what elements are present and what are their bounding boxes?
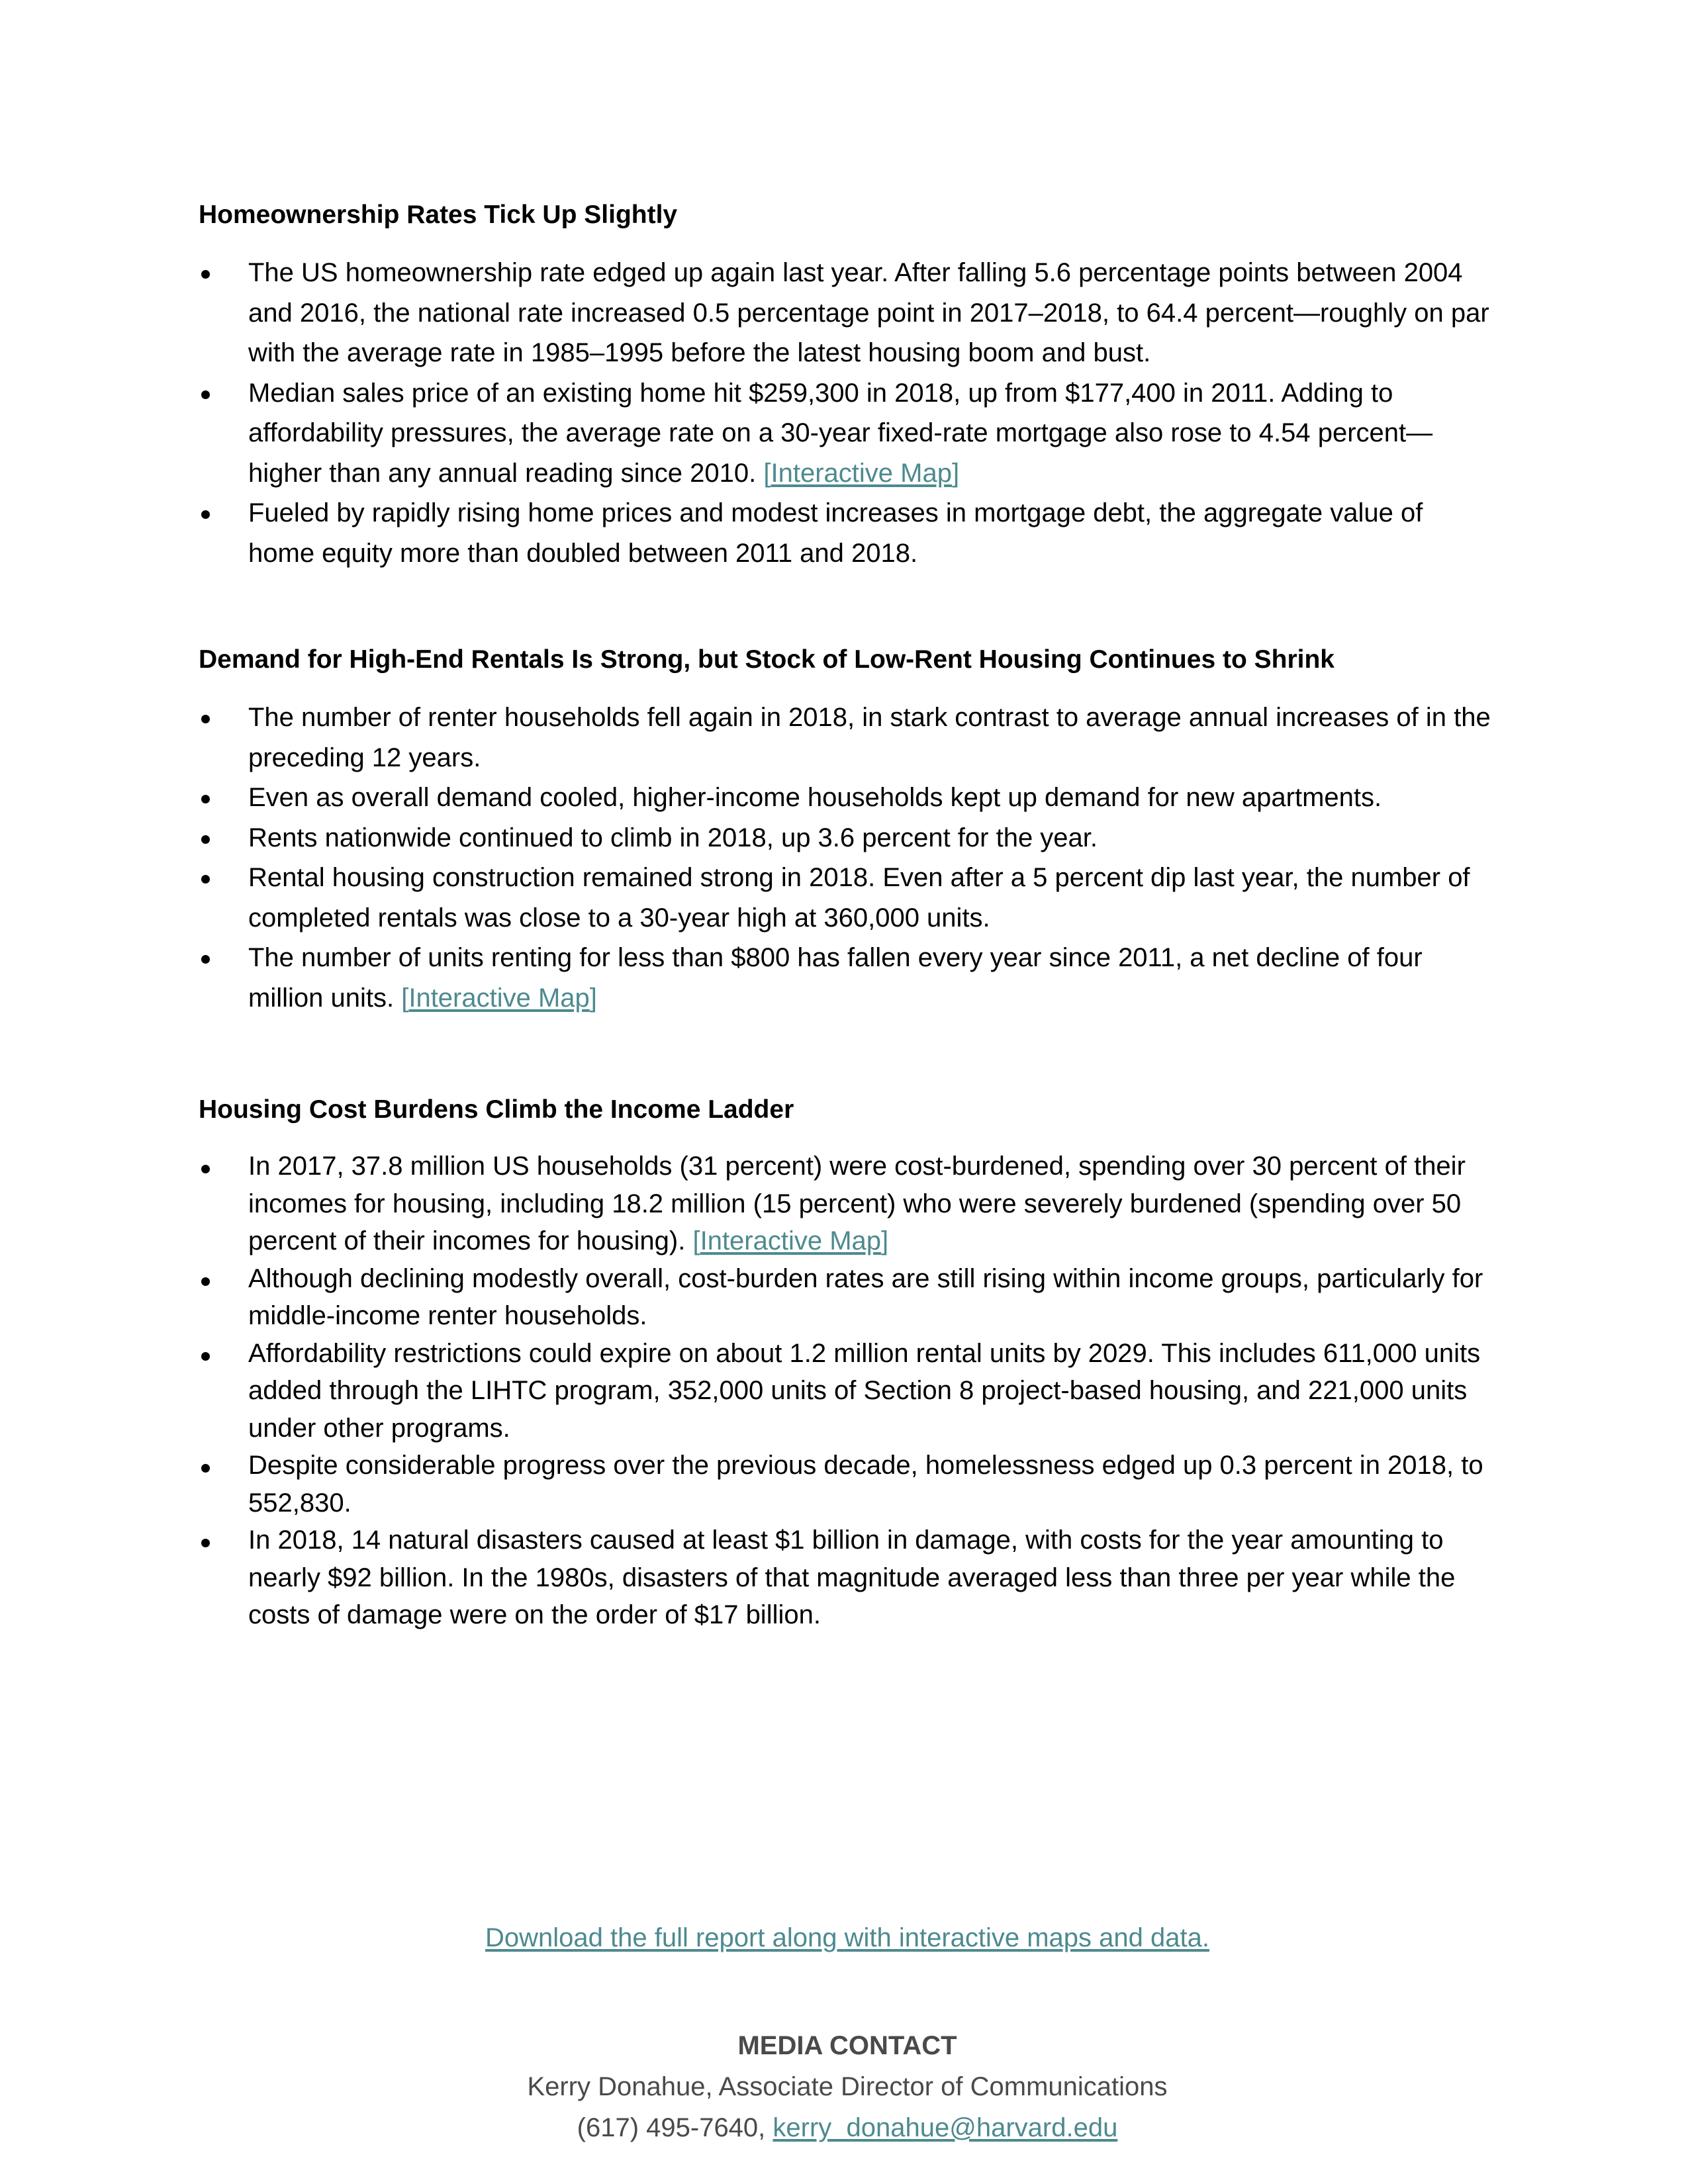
list-item <box>199 1148 1496 1260</box>
bullet-dot-icon <box>201 1539 210 1547</box>
bullet-dot-icon <box>201 795 210 803</box>
bullet-text: In 2018, 14 natural disasters caused at least $1 billion in damage, with costs for the year amounting to nearly $92 billion. In the 1980s, disasters of that magnitude averaged less than three per year while the costs of damage were on the order of $17 billion. <box>248 1525 1456 1629</box>
bullet-text: Affordability restrictions could expire on about 1.2 million rental units by 2029. This includes 611,000 units added through the LIHTC program, 352,000 units of Section 8 project-based housing, and 221,000 units under other programs. <box>248 1338 1481 1443</box>
section-heading: Housing Cost Burdens Climb the Income Ladder <box>199 1095 794 1124</box>
bullet-text: In 2017, 37.8 million US households (31 percent) were cost-burdened, spending over 30 percent of their incomes for housing, including 18.2 million (15 percent) who were severely burdened (spending over 50 percent of their incomes for housing). <box>248 1152 1466 1255</box>
media-contact-email-link[interactable]: kerry_donahue@harvard.edu <box>773 2113 1118 2142</box>
bullet-text: Fueled by rapidly rising home prices and modest increases in mortgage debt, the aggregate value of home equity more than doubled between 2011 and 2018. <box>248 498 1423 568</box>
list-item <box>199 253 1496 373</box>
list-item <box>199 1447 1496 1522</box>
bullet-list <box>199 1148 1496 1634</box>
list-item <box>199 938 1496 1018</box>
section-cost-burdens <box>199 1093 1496 1634</box>
bullet-text: Median sales price of an existing home hit $259,300 in 2018, up from $177,400 in 2011. Adding to affordability pressures, the average rate on a 30-year fixed-rate mortgage also rose to 4.54 percent—higher than any annual reading since 2010. <box>248 378 1433 488</box>
bullet-text: Rents nationwide continued to climb in 2018, up 3.6 percent for the year. <box>248 823 1098 852</box>
bullet-text: Despite considerable progress over the previous decade, homelessness edged up 0.3 percent in 2018, to 552,830. <box>248 1451 1483 1518</box>
bullet-dot-icon <box>201 1464 210 1473</box>
list-item <box>199 493 1496 573</box>
bullet-text: Although declining modestly overall, cost-burden rates are still rising within income groups, particularly for middle-income renter households. <box>248 1263 1483 1330</box>
interactive-map-link[interactable]: Interactive Map <box>408 983 590 1013</box>
bullet-text: The US homeownership rate edged up again last year. After falling 5.6 percentage points between 2004 and 2016, the national rate increased 0.5 percentage point in 2017–2018, to 64.4 percent—roughly on par with the average rate in 1985–1995 before the latest housing boom and bust. <box>248 258 1489 367</box>
section-rentals <box>199 643 1496 1018</box>
link-bracket: ] <box>951 458 960 488</box>
list-item <box>199 1260 1496 1335</box>
list-item <box>199 373 1496 494</box>
media-contact-name: Kerry Donahue, Associate Director of Communications <box>527 2072 1168 2101</box>
list-item <box>199 1335 1496 1447</box>
download-report-link[interactable]: Download the full report along with interactive maps and data. <box>485 1923 1209 1952</box>
list-item <box>199 818 1496 858</box>
list-item <box>199 1522 1496 1634</box>
bullet-dot-icon <box>201 875 210 884</box>
bullet-dot-icon <box>201 715 210 723</box>
download-report-section <box>199 1919 1496 1956</box>
bullet-dot-icon <box>201 835 210 844</box>
link-bracket: [ <box>692 1226 700 1255</box>
section-heading: Demand for High-End Rentals Is Strong, but Stock of Low-Rent Housing Continues to Shrink <box>199 645 1335 674</box>
bullet-dot-icon <box>201 510 210 519</box>
link-bracket: [ <box>763 458 771 488</box>
media-contact-title: MEDIA CONTACT <box>737 2031 957 2060</box>
bullet-dot-icon <box>201 1352 210 1361</box>
list-item <box>199 698 1496 778</box>
bullet-dot-icon <box>201 955 210 964</box>
bullet-text: The number of renter households fell again in 2018, in stark contrast to average annual increases of in the preceding 12 years. <box>248 703 1491 772</box>
list-item <box>199 778 1496 818</box>
bullet-text: Rental housing construction remained strong in 2018. Even after a 5 percent dip last year, the number of completed rentals was close to a 30-year high at 360,000 units. <box>248 863 1470 933</box>
link-bracket: [ <box>401 983 409 1013</box>
bullet-dot-icon <box>201 390 210 399</box>
interactive-map-link[interactable]: Interactive Map <box>700 1226 882 1255</box>
section-heading: Homeownership Rates Tick Up Slightly <box>199 201 678 229</box>
bullet-dot-icon <box>201 1277 210 1286</box>
bullet-text: Even as overall demand cooled, higher-income households kept up demand for new apartments. <box>248 783 1382 812</box>
media-contact-phone: (617) 495-7640, <box>577 2113 773 2142</box>
bullet-dot-icon <box>201 1165 210 1173</box>
list-item <box>199 858 1496 938</box>
link-bracket: ] <box>589 983 597 1013</box>
media-contact-details <box>199 2107 1496 2148</box>
section-homeownership <box>199 199 1496 573</box>
media-contact <box>199 2025 1496 2148</box>
bullet-list <box>199 698 1496 1018</box>
link-bracket: ] <box>881 1226 889 1255</box>
bullet-dot-icon <box>201 270 210 279</box>
bullet-text: The number of units renting for less than $800 has fallen every year since 2011, a net decline of four million units. <box>248 943 1423 1013</box>
bullet-list <box>199 253 1496 573</box>
interactive-map-link[interactable]: Interactive Map <box>771 458 952 488</box>
